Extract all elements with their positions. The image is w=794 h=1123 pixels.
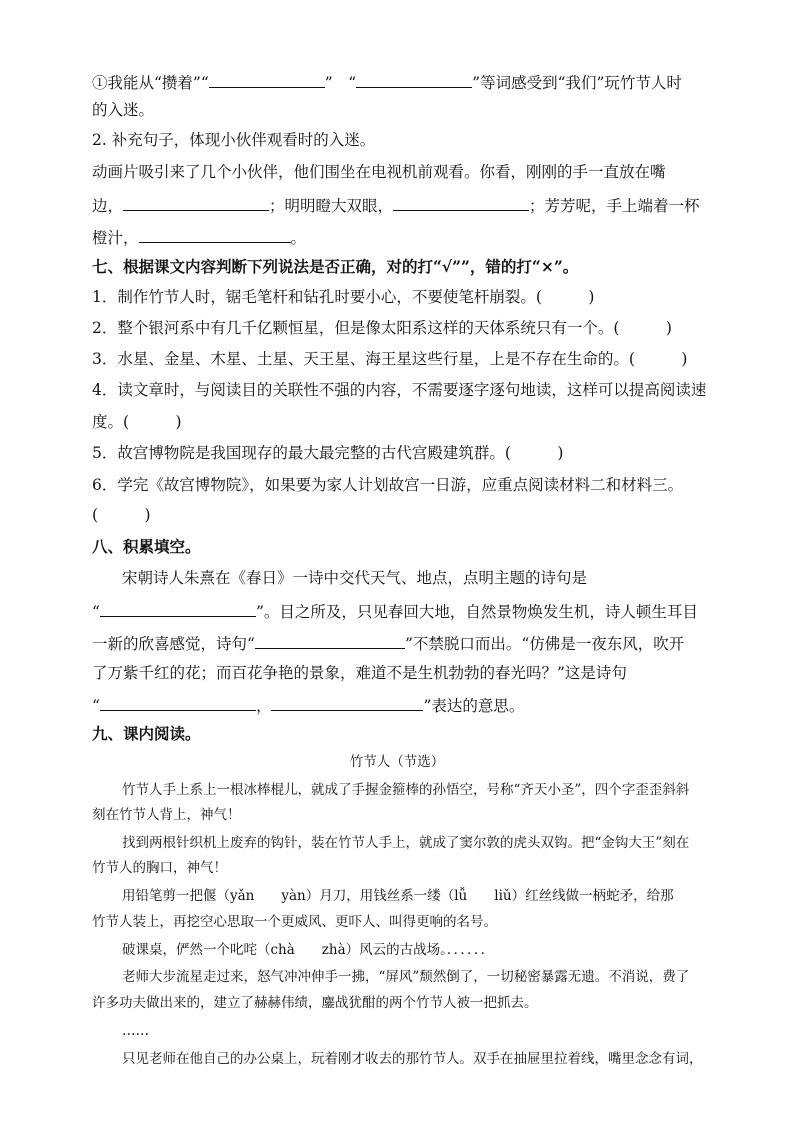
passage-line: …… [122,1023,149,1039]
answer-blank[interactable] [356,71,472,88]
answer-blank[interactable] [209,71,325,88]
answer-blank[interactable] [123,194,269,211]
judge-item: 4．读文章时，与阅读目的关联性不强的内容，不需要逐字逐句地读，这样可以提高阅读速 [92,381,707,399]
passage-line: 用铅笔剪一把偃（yǎn yàn）月刀，用钱丝系一缕（lǚ liǔ）红丝线做一柄蛇矛，给那 [122,888,674,904]
answer-blank[interactable] [255,632,405,649]
poem-para-line-5: “ ， ”表达的意思。 [92,694,524,716]
passage-line: 找到两根针织机上废弃的钩针，装在竹节人手上，就成了窦尔敦的虎头双钩。把“金钩大王”刻在 [122,835,690,851]
q6-item-2-line3: 橙汁， 。 [92,226,306,248]
section-7-heading: 七、根据课文内容判断下列说法是否正确，对的打“√””，错的打“×”。 [92,257,579,276]
q6-item-1: ①我能从“攒着”“ ” “ ”等词感受到“我们”玩竹节人时 [92,71,682,93]
judge-item: 6．学完《故宫博物院》，如果要为家人计划故宫一日游，应重点阅读材料二和材料三。 [92,476,684,494]
passage-line: 竹节人手上系上一根冰棒棍儿，就成了手握金箍棒的孙悟空，号称“齐天小圣”，四个字歪歪斜斜 [122,782,690,798]
passage-line: 只见老师在他自己的办公桌上，玩着刚才收去的那竹节人。双手在抽屉里拉着线，嘴里念念有词， [122,1051,703,1067]
judge-item: ( ) [92,506,151,524]
answer-blank[interactable] [393,194,529,211]
answer-blank[interactable] [271,694,423,711]
passage-line: 刻在竹节人背上，神气！ [92,807,241,823]
passage-title: 竹节人（节选） [349,754,445,770]
q6-item-2: 2. 补充句子，体现小伙伴观看时的入迷。 [92,131,376,149]
judge-item: 3．水星、金星、木星、土星、天王星、海王星这些行星，上是不存在生命的。( ) [92,350,688,368]
section-8-heading: 八、积累填空。 [92,537,201,556]
judge-item: 1．制作竹节人时，锯毛笔杆和钻孔时要小心，不要使笔杆崩裂。( ) [92,288,595,306]
passage-line: 竹节人的胸口，神气！ [92,860,227,876]
poem-para-line-4: 了万紫千红的花；而百花争艳的景象，难道不是生机勃勃的春光吗？”这是诗句 [92,664,627,682]
poem-para-line-2: “ ”。目之所及，只见春回大地，自然景物焕发生机，诗人顿生耳目 [92,600,698,622]
poem-para-line-3: 一新的欣喜感觉，诗句“ ”不禁脱口而出。“仿佛是一夜东风，吹开 [92,632,684,654]
judge-item: 5．故宫博物院是我国现存的最大最完整的古代宫殿建筑群。( ) [92,444,564,462]
answer-blank[interactable] [139,226,291,243]
passage-line: 许多功夫做出来的，建立了赫赫伟绩，鏖战犹酣的两个竹节人被一把抓去。 [92,995,538,1011]
judge-item: 度。( ) [92,413,182,431]
passage-line: 破课桌，俨然一个叱咤（chà zhà）风云的古战场。．．．．．． [122,942,495,958]
passage-line: 老师大步流星走过来，怒气冲冲伸手一拂，“屏风”颓然倒了，一切秘密暴露无遗。不消说，费了 [122,969,690,985]
passage-line: 竹节人装上，再挖空心思取一个更威风、更吓人、叫得更响的名号。 [92,914,497,930]
poem-para-line-1: 宋朝诗人朱熹在《春日》一诗中交代天气、地点，点明主题的诗句是 [122,569,588,587]
judge-item: 2．整个银河系中有几千亿颗恒星，但是像太阳系这样的天体系统只有一个。( ) [92,319,672,337]
q6-item-2-line2: 边， ；明明瞪大双眼， ；芳芳呢，手上端着一杯 [92,194,700,216]
q6-item-2-line1: 动画片吸引来了几个小伙伴，他们围坐在电视机前观看。你看，刚刚的手一直放在嘴 [92,163,666,181]
answer-blank[interactable] [100,694,256,711]
section-9-heading: 九、课内阅读。 [92,724,201,743]
answer-blank[interactable] [100,600,256,617]
q6-item-1-cont: 的入迷。 [92,101,155,119]
